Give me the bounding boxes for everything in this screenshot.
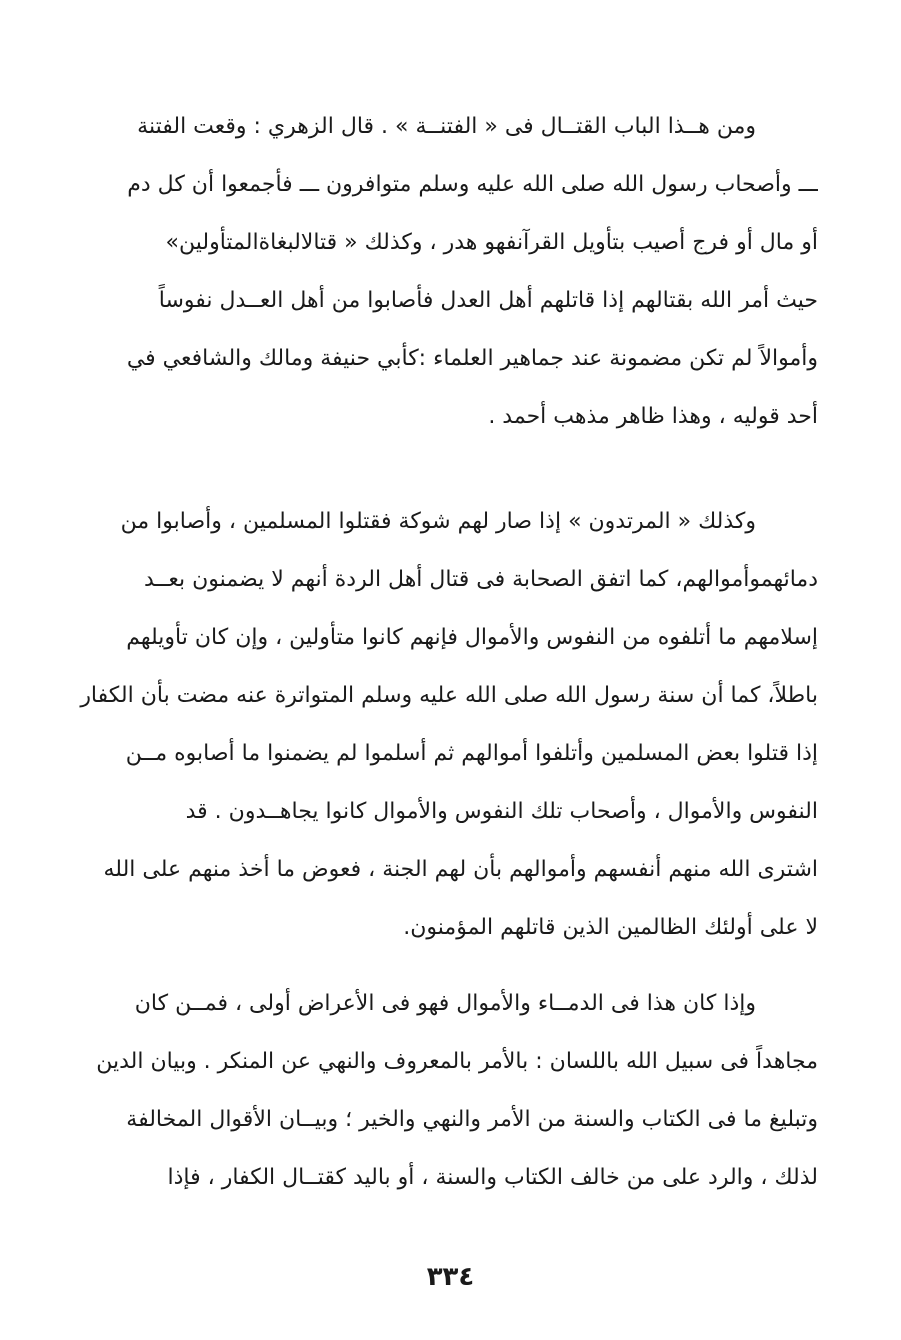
text-line: حيث أمر الله بقتالهم إذا قاتلهم أهل العدل فأصابوا من أهل العــدل نفوساً xyxy=(158,288,818,313)
text-line: ومن هــذا الباب القتــال فى « الفتنــة » . قال الزهري : وقعت الفتنة xyxy=(137,114,756,139)
text-line: وأموالاً لم تكن مضمونة عند جماهير العلماء :كأبي حنيفة ومالك والشافعي في xyxy=(126,346,818,371)
text-line: وإذا كان هذا فى الدمــاء والأموال فهو فى الأعراض أولى ، فمــن كان xyxy=(134,991,756,1016)
text-line: إذا قتلوا بعض المسلمين وأتلفوا أموالهم ثم أسلموا لم يضمنوا ما أصابوه مــن xyxy=(125,741,818,766)
text-line: لا على أولئك الظالمين الذين قاتلهم المؤمنون. xyxy=(403,915,818,940)
text-line: مجاهداً فى سبيل الله باللسان : بالأمر بالمعروف والنهي عن المنكر . وبيان الدين xyxy=(96,1049,818,1074)
page-number: ٣٣٤ xyxy=(426,1262,475,1292)
text-line: وكذلك « المرتدون » إذا صار لهم شوكة فقتلوا المسلمين ، وأصابوا من xyxy=(120,509,756,534)
text-line: أحد قوليه ، وهذا ظاهر مذهب أحمد . xyxy=(488,404,818,429)
paragraph-fitna xyxy=(78,98,818,446)
text-line: إسلامهم ما أتلفوه من النفوس والأموال فإنهم كانوا متأولين ، وإن كان تأويلهم xyxy=(126,625,818,650)
paragraph-aradh xyxy=(78,975,818,1207)
text-line: اشترى الله منهم أنفسهم وأموالهم بأن لهم الجنة ، فعوض ما أخذ منهم على الله xyxy=(103,857,818,882)
text-line: النفوس والأموال ، وأصحاب تلك النفوس والأموال كانوا يجاهــدون . قد xyxy=(185,799,818,824)
text-line: أو مال أو فرج أصيب بتأويل القرآنفهو هدر ، وكذلك « قتالالبغاةالمتأولين» xyxy=(165,230,818,255)
text-line: باطلاً، كما أن سنة رسول الله صلى الله عليه وسلم المتواترة عنه مضت بأن الكفار xyxy=(80,683,818,708)
text-line: وتبليغ ما فى الكتاب والسنة من الأمر والنهي والخير ؛ وبيــان الأقوال المخالفة xyxy=(126,1107,818,1132)
text-line: لذلك ، والرد على من خالف الكتاب والسنة ، أو باليد كقتــال الكفار ، فإذا xyxy=(167,1165,818,1190)
paragraph-murtaddun xyxy=(78,493,818,957)
text-line: ـــ وأصحاب رسول الله صلى الله عليه وسلم متوافرون ـــ فأجمعوا أن كل دم xyxy=(127,172,818,197)
text-line: دمائهموأموالهم، كما اتفق الصحابة فى قتال أهل الردة أنهم لا يضمنون بعــد xyxy=(143,567,818,592)
